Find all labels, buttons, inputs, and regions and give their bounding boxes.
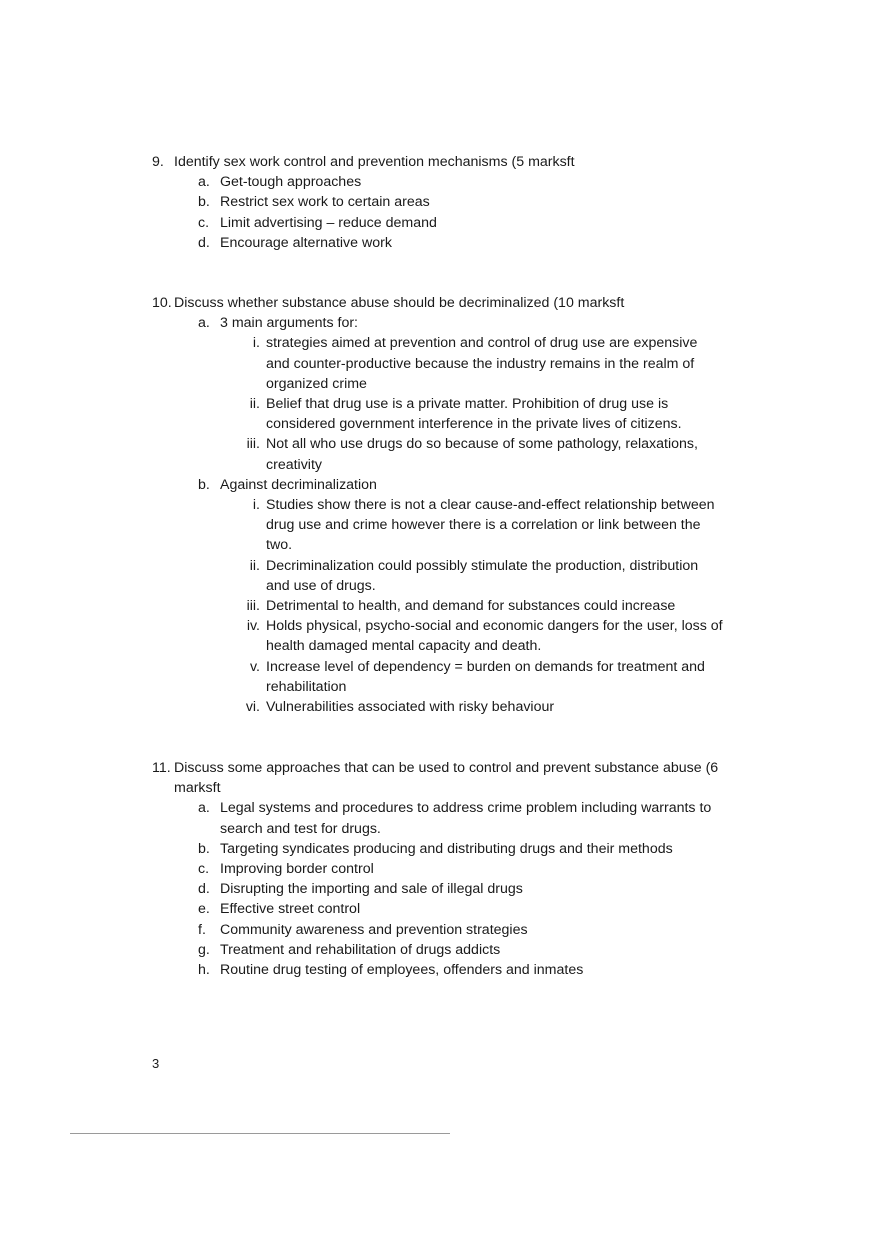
- list-label: ii.: [249, 557, 260, 574]
- list-text: Routine drug testing of employees, offenders and inmates: [220, 962, 584, 979]
- list-item: [198, 172, 742, 192]
- list-item: [198, 960, 742, 980]
- list-item: [198, 899, 742, 919]
- list-item: [198, 313, 742, 333]
- list-label: a.: [198, 315, 210, 332]
- question-text: Discuss whether substance abuse should be decriminalized (10 marksft: [174, 295, 625, 311]
- list-label: f.: [198, 921, 206, 938]
- list-item: [198, 920, 742, 940]
- question-text: Identify sex work control and prevention mechanisms (5 marksft: [174, 154, 575, 170]
- list-text: strategies aimed at prevention and control of drug use are expensive and counter-productive because the industry remains in the realm of organized crime: [266, 335, 698, 392]
- list-text: Limit advertising – reduce demand: [220, 214, 437, 231]
- list-item: [249, 556, 742, 596]
- list-text: Targeting syndicates producing and distributing drugs and their methods: [220, 840, 673, 857]
- list-text: Studies show there is not a clear cause-and-effect relationship between drug use and crime however there is a correlation or link between the two.: [266, 497, 715, 554]
- list-item: [252, 333, 742, 394]
- list-text: Not all who use drugs do so because of some pathology, relaxations, creativity: [266, 436, 698, 473]
- list-text: Treatment and rehabilitation of drugs addicts: [220, 941, 501, 958]
- list-label: iv.: [246, 618, 260, 635]
- question-text: Discuss some approaches that can be used to control and prevent substance abuse (6 marksft: [174, 760, 719, 797]
- list-label: b.: [198, 840, 210, 857]
- list-label: ii.: [249, 396, 260, 413]
- list-label: c.: [198, 214, 210, 231]
- list-item: [198, 859, 742, 879]
- list-text: Detrimental to health, and demand for substances could increase: [266, 598, 676, 615]
- list-label: c.: [198, 861, 210, 878]
- list-label: b.: [198, 194, 210, 211]
- list-label: i.: [252, 497, 260, 514]
- question-11: [152, 758, 742, 980]
- list-label: d.: [198, 881, 210, 898]
- list-item: [198, 475, 742, 495]
- list-item: [198, 233, 742, 253]
- list-text: Vulnerabilities associated with risky behaviour: [266, 699, 555, 716]
- list-text: Belief that drug use is a private matter. Prohibition of drug use is considered government interference in the private lives of citizens.: [266, 396, 682, 433]
- list-text: 3 main arguments for:: [220, 315, 358, 332]
- list-item: [245, 697, 742, 717]
- list-item: [198, 192, 742, 212]
- list-label: a.: [198, 174, 210, 191]
- list-label: a.: [198, 800, 210, 817]
- question-number: 10.: [152, 295, 172, 311]
- list-item: [198, 213, 742, 233]
- list-text: Improving border control: [220, 861, 374, 878]
- list-text: Increase level of dependency = burden on demands for treatment and rehabilitation: [266, 658, 705, 695]
- list-label: h.: [198, 962, 210, 979]
- list-item: [198, 940, 742, 960]
- list-text: Against decriminalization: [220, 476, 377, 493]
- list-item: [249, 394, 742, 434]
- list-label: d.: [198, 234, 210, 251]
- list-text: Encourage alternative work: [220, 234, 392, 251]
- list-label: vi.: [245, 699, 260, 716]
- list-label: g.: [198, 941, 210, 958]
- list-text: Disrupting the importing and sale of illegal drugs: [220, 881, 523, 898]
- list-text: Effective street control: [220, 901, 361, 918]
- list-item: [246, 616, 742, 656]
- page-number: 3: [152, 1056, 160, 1071]
- list-label: i.: [252, 335, 260, 352]
- list-item: [246, 596, 742, 616]
- list-label: iii.: [246, 598, 260, 615]
- list-label: e.: [198, 901, 210, 918]
- list-label: iii.: [246, 436, 260, 453]
- list-item: [198, 879, 742, 899]
- list-text: Holds physical, psycho-social and economic dangers for the user, loss of health damaged mental capacity and death.: [266, 618, 723, 655]
- question-number: 11.: [152, 760, 171, 776]
- footnote-separator: [70, 1133, 450, 1134]
- list-label: v.: [250, 658, 260, 675]
- list-text: Legal systems and procedures to address crime problem including warrants to search and test for drugs.: [220, 800, 712, 837]
- list-item: [252, 495, 742, 556]
- question-9: [152, 152, 742, 253]
- question-number: 9.: [152, 154, 164, 170]
- list-text: Community awareness and prevention strategies: [220, 921, 528, 938]
- list-text: Decriminalization could possibly stimulate the production, distribution and use of drugs.: [266, 557, 699, 594]
- list-item: [250, 657, 742, 697]
- list-label: b.: [198, 476, 210, 493]
- list-item: [198, 839, 742, 859]
- list-item: [246, 434, 742, 474]
- list-text: Restrict sex work to certain areas: [220, 194, 430, 211]
- list-text: Get-tough approaches: [220, 174, 362, 191]
- question-10: [152, 293, 742, 717]
- list-item: [198, 798, 742, 838]
